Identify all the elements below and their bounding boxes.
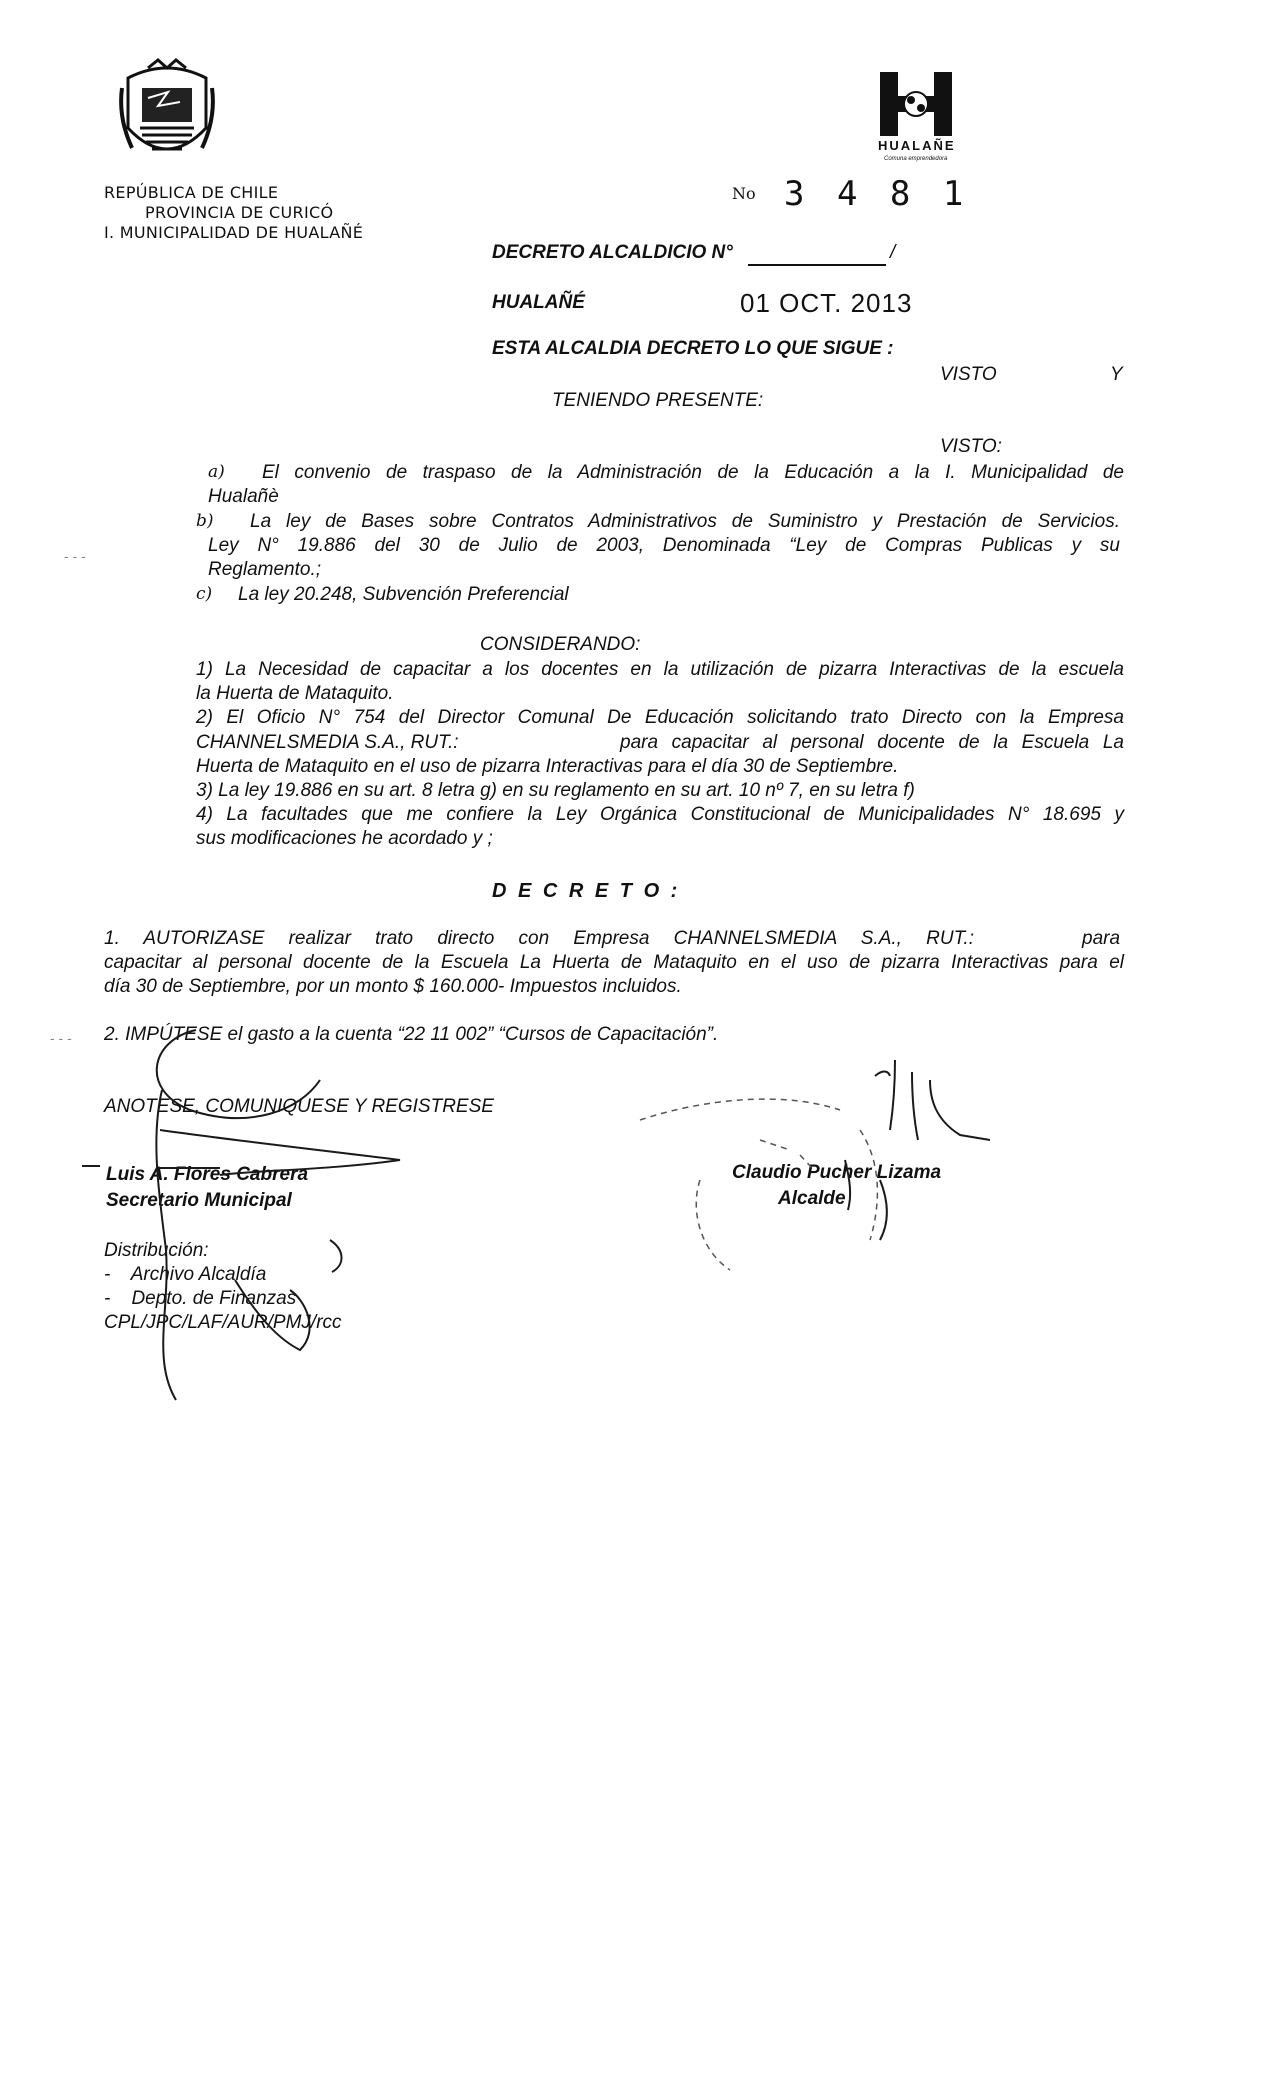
considerando-line-8: sus modificaciones he acordado y ; [196,828,493,849]
decree-slash: / [890,242,896,263]
stamp-number: 3 4 8 1 [784,174,970,214]
closing-text: ANOTESE, COMUNIQUESE Y REGISTRESE [104,1096,494,1117]
decree-title: DECRETO ALCALDICIO N° [492,242,733,263]
distribution-item-1: - Archivo Alcaldía [104,1264,267,1285]
secretary-signature-icon [82,1030,400,1400]
logo-tagline: Comuna emprendedora [884,156,948,162]
y-label: Y [1110,364,1123,385]
municipal-stamp-icon [640,1099,877,1270]
article-1-line-2: capacitar al personal docente de la Escuela La Huerta de Mataquito en el uso de pizarra Interactivas para el [104,952,1124,973]
article-1-line-1: 1. AUTORIZASE realizar trato directo con Empresa CHANNELSMEDIA S.A., RUT.: [104,928,974,949]
header-country: REPÚBLICA DE CHILE [104,183,279,202]
stamp-prefix: No [732,184,756,203]
considerando-line-1: 1) La Necesidad de capacitar a los docentes en la utilización de pizarra Interactivas de la escuela [196,659,1124,680]
considerando-line-5: Huerta de Mataquito en el uso de pizarra Interactivas para el día 30 de Septiembre. [196,756,899,777]
considerando-line-4: CHANNELSMEDIA S.A., RUT.: [196,732,459,753]
mayor-name: Claudio Pucher Lizama [732,1162,942,1183]
secretary-name: Luis A. Flores Cabrera [106,1164,309,1185]
decree-place: HUALAÑÉ [492,292,585,313]
visto-label: VISTO: [940,436,1002,457]
decreto-label: D E C R E T O : [492,880,681,902]
article-1-line-3: día 30 de Septiembre, por un monto $ 160.000- Impuestos incluidos. [104,976,682,997]
mayor-title: Alcalde [778,1188,846,1209]
visto-b-line-1: La ley de Bases sobre Contratos Administrativos de Suministro y Prestación de Servicios. [250,511,1120,532]
considerando-line-6: 3) La ley 19.886 en su art. 8 letra g) en su reglamento en su art. 10 nº 7, en su letra f) [196,780,915,801]
header-province: PROVINCIA DE CURICÓ [145,203,334,222]
visto-c-line-1: La ley 20.248, Subvención Preferencial [238,584,569,605]
visto-c-marker: c) [196,584,213,604]
distribution-label: Distribución: [104,1240,209,1261]
visto-y-label: VISTO [940,364,997,385]
visto-a-line-2: Hualañè [208,486,279,507]
article-1-line-1b: para [1082,928,1121,949]
visto-b-marker: b) [196,511,214,531]
secretary-title: Secretario Municipal [106,1190,292,1211]
header-municipality: I. MUNICIPALIDAD DE HUALAÑÉ [104,223,364,242]
visto-b-line-2: Ley N° 19.886 del 30 de Julio de 2003, Denominada “Ley de Compras Publicas y su [208,535,1120,556]
margin-mark-2: - - - [50,1030,72,1046]
coat-of-arms-icon [118,58,216,170]
decree-number-line [748,264,886,266]
margin-mark-1: - - - [64,548,86,564]
coat-of-arms [118,58,216,170]
considerando-line-4b: para capacitar al personal docente de la Escuela La [620,732,1124,753]
logo-name: HUALAÑE [878,138,956,153]
mayor-signature-icon [845,1060,990,1240]
considerando-line-2: la Huerta de Mataquito. [196,683,394,704]
visto-a-marker: a) [208,462,225,482]
decree-date: 01 OCT. 2013 [740,288,913,318]
distribution-item-2: - Depto. de Finanzas [104,1288,297,1309]
article-2: 2. IMPÚTESE el gasto a la cuenta “22 11 002” “Cursos de Capacitación”. [104,1024,719,1045]
distribution-initials: CPL/JPC/LAF/AUR/PMJ/rcc [104,1312,342,1333]
teniendo-presente: TENIENDO PRESENTE: [552,390,764,411]
visto-a-line-1: El convenio de traspaso de la Administración de la Educación a la I. Municipalidad de [262,462,1124,483]
hualane-h-logo-icon [876,68,956,140]
decree-intro: ESTA ALCALDIA DECRETO LO QUE SIGUE : [492,338,894,359]
considerando-label: CONSIDERANDO: [480,634,641,655]
visto-b-line-3: Reglamento.; [208,559,322,580]
considerando-line-3: 2) El Oficio N° 754 del Director Comunal De Educación solicitando trato Directo con la Empresa [196,707,1124,728]
considerando-line-7: 4) La facultades que me confiere la Ley Orgánica Constitucional de Municipalidades N° 18.695 y [196,804,1124,825]
